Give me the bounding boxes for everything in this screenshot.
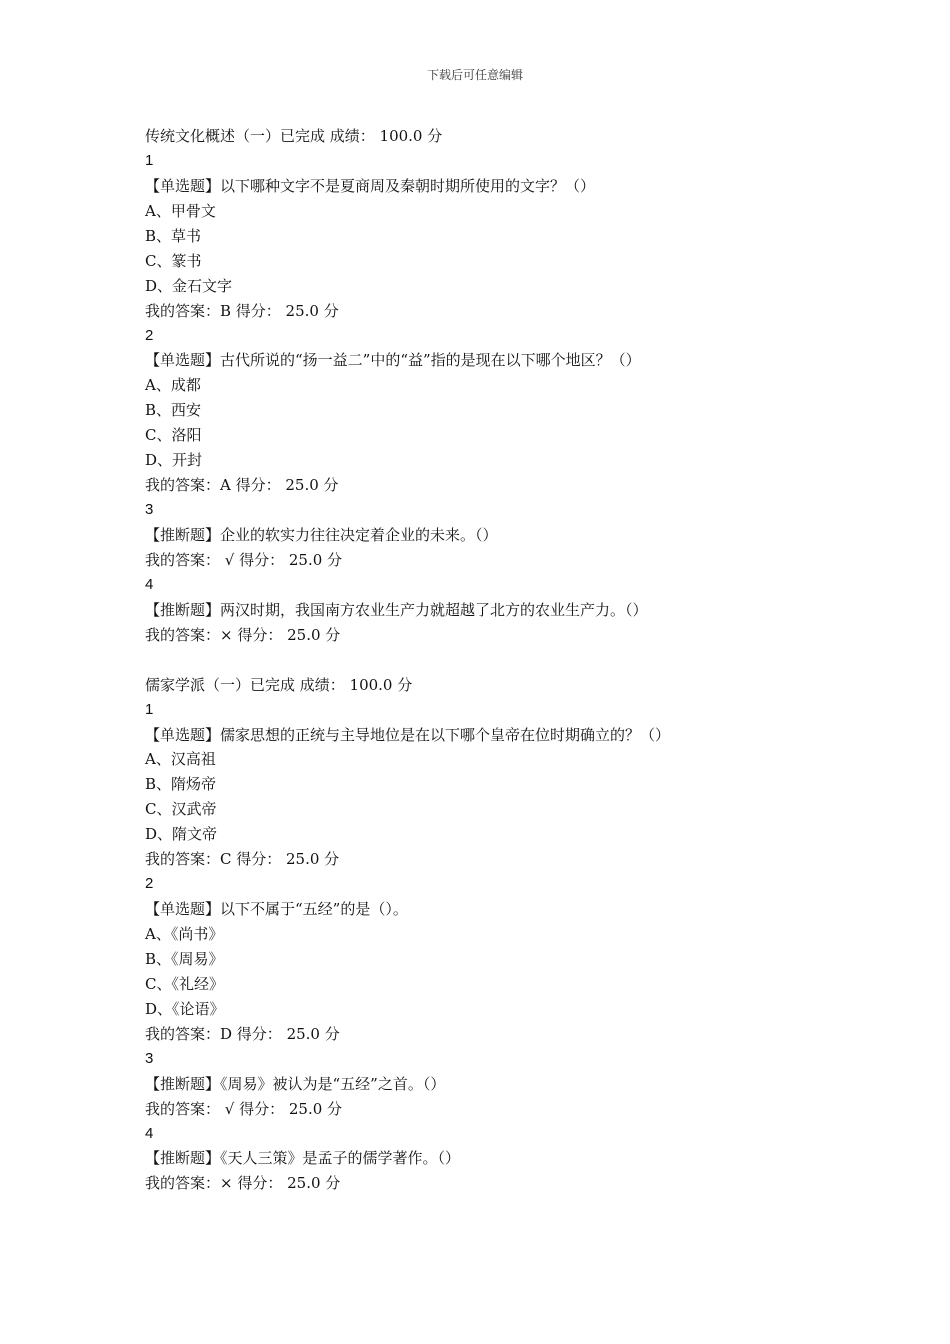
option-a: A、汉高祖 [145,750,216,769]
section-title: 传统文化概述（一）已完成 成绩： 100.0 分 [145,127,443,145]
question-text: 【单选题】儒家思想的正统与主导地位是在以下哪个皇帝在位时期确立的？（） [145,725,671,744]
section-spacer [145,648,845,673]
question-text: 【推断题】两汉时期，我国南方农业生产力就超越了北方的农业生产力。（） [145,600,648,619]
answer-line: 我的答案：C 得分： 25.0 分 [145,850,340,869]
question-text: 【推断题】企业的软实力往往决定着企业的未来。（） [145,526,498,544]
question-item [145,872,845,1047]
option-d: D、隋文帝 [145,825,218,844]
option-d: D、《论语》 [145,999,225,1018]
question-number: 1 [145,700,154,718]
answer-line: 我的答案：A 得分： 25.0 分 [145,476,339,495]
option-b: B、草书 [145,226,202,245]
option-b: B、西安 [145,401,202,420]
answer-line: 我的答案：× 得分： 25.0 分 [145,625,341,644]
option-b: B、《周易》 [145,949,224,968]
question-text: 【推断题】《天人三策》是孟子的儒学著作。（） [145,1149,461,1168]
question-item [145,1122,845,1197]
question-item [145,324,845,499]
question-number: 3 [145,1049,154,1067]
answer-line: 我的答案：× 得分： 25.0 分 [145,1174,341,1193]
document-body [145,124,845,1196]
question-number: 4 [145,1124,154,1142]
question-text: 【单选题】以下不属于“五经”的是（）。 [145,900,408,919]
page-header: 下载后可任意编辑 [426,68,523,82]
answer-line: 我的答案：D 得分： 25.0 分 [145,1024,340,1043]
option-d: D、金石文字 [145,276,233,295]
answer-line: 我的答案： √ 得分： 25.0 分 [145,550,343,569]
option-b: B、隋炀帝 [145,775,217,794]
question-item [145,149,845,324]
question-number: 1 [145,151,154,169]
question-number: 4 [145,575,154,593]
section-title: 儒家学派（一）已完成 成绩： 100.0 分 [145,675,413,694]
option-c: C、洛阳 [145,426,202,445]
question-item [145,1047,845,1122]
question-number: 2 [145,326,154,344]
section-confucian-school [145,673,845,1197]
answer-line: 我的答案： √ 得分： 25.0 分 [145,1099,343,1118]
option-a: A、成都 [145,376,201,395]
section-traditional-culture [145,124,845,648]
question-number: 3 [145,501,154,519]
option-a: A、甲骨文 [145,201,216,220]
question-number: 2 [145,875,154,893]
option-c: C、篆书 [145,251,202,270]
option-d: D、开封 [145,451,203,470]
question-text: 【单选题】古代所说的“扬一益二”中的“益”指的是现在以下哪个地区？（） [145,351,641,370]
question-item [145,573,845,648]
question-item [145,698,845,873]
answer-line: 我的答案：B 得分： 25.0 分 [145,301,339,320]
question-text: 【单选题】以下哪种文字不是夏商周及秦朝时期所使用的文字？（） [145,176,596,195]
option-c: C、汉武帝 [145,800,217,819]
option-c: C、《礼经》 [145,974,224,993]
question-item [145,498,845,573]
option-a: A、《尚书》 [145,925,224,943]
question-text: 【推断题】《周易》被认为是“五经”之首。（） [145,1074,446,1093]
